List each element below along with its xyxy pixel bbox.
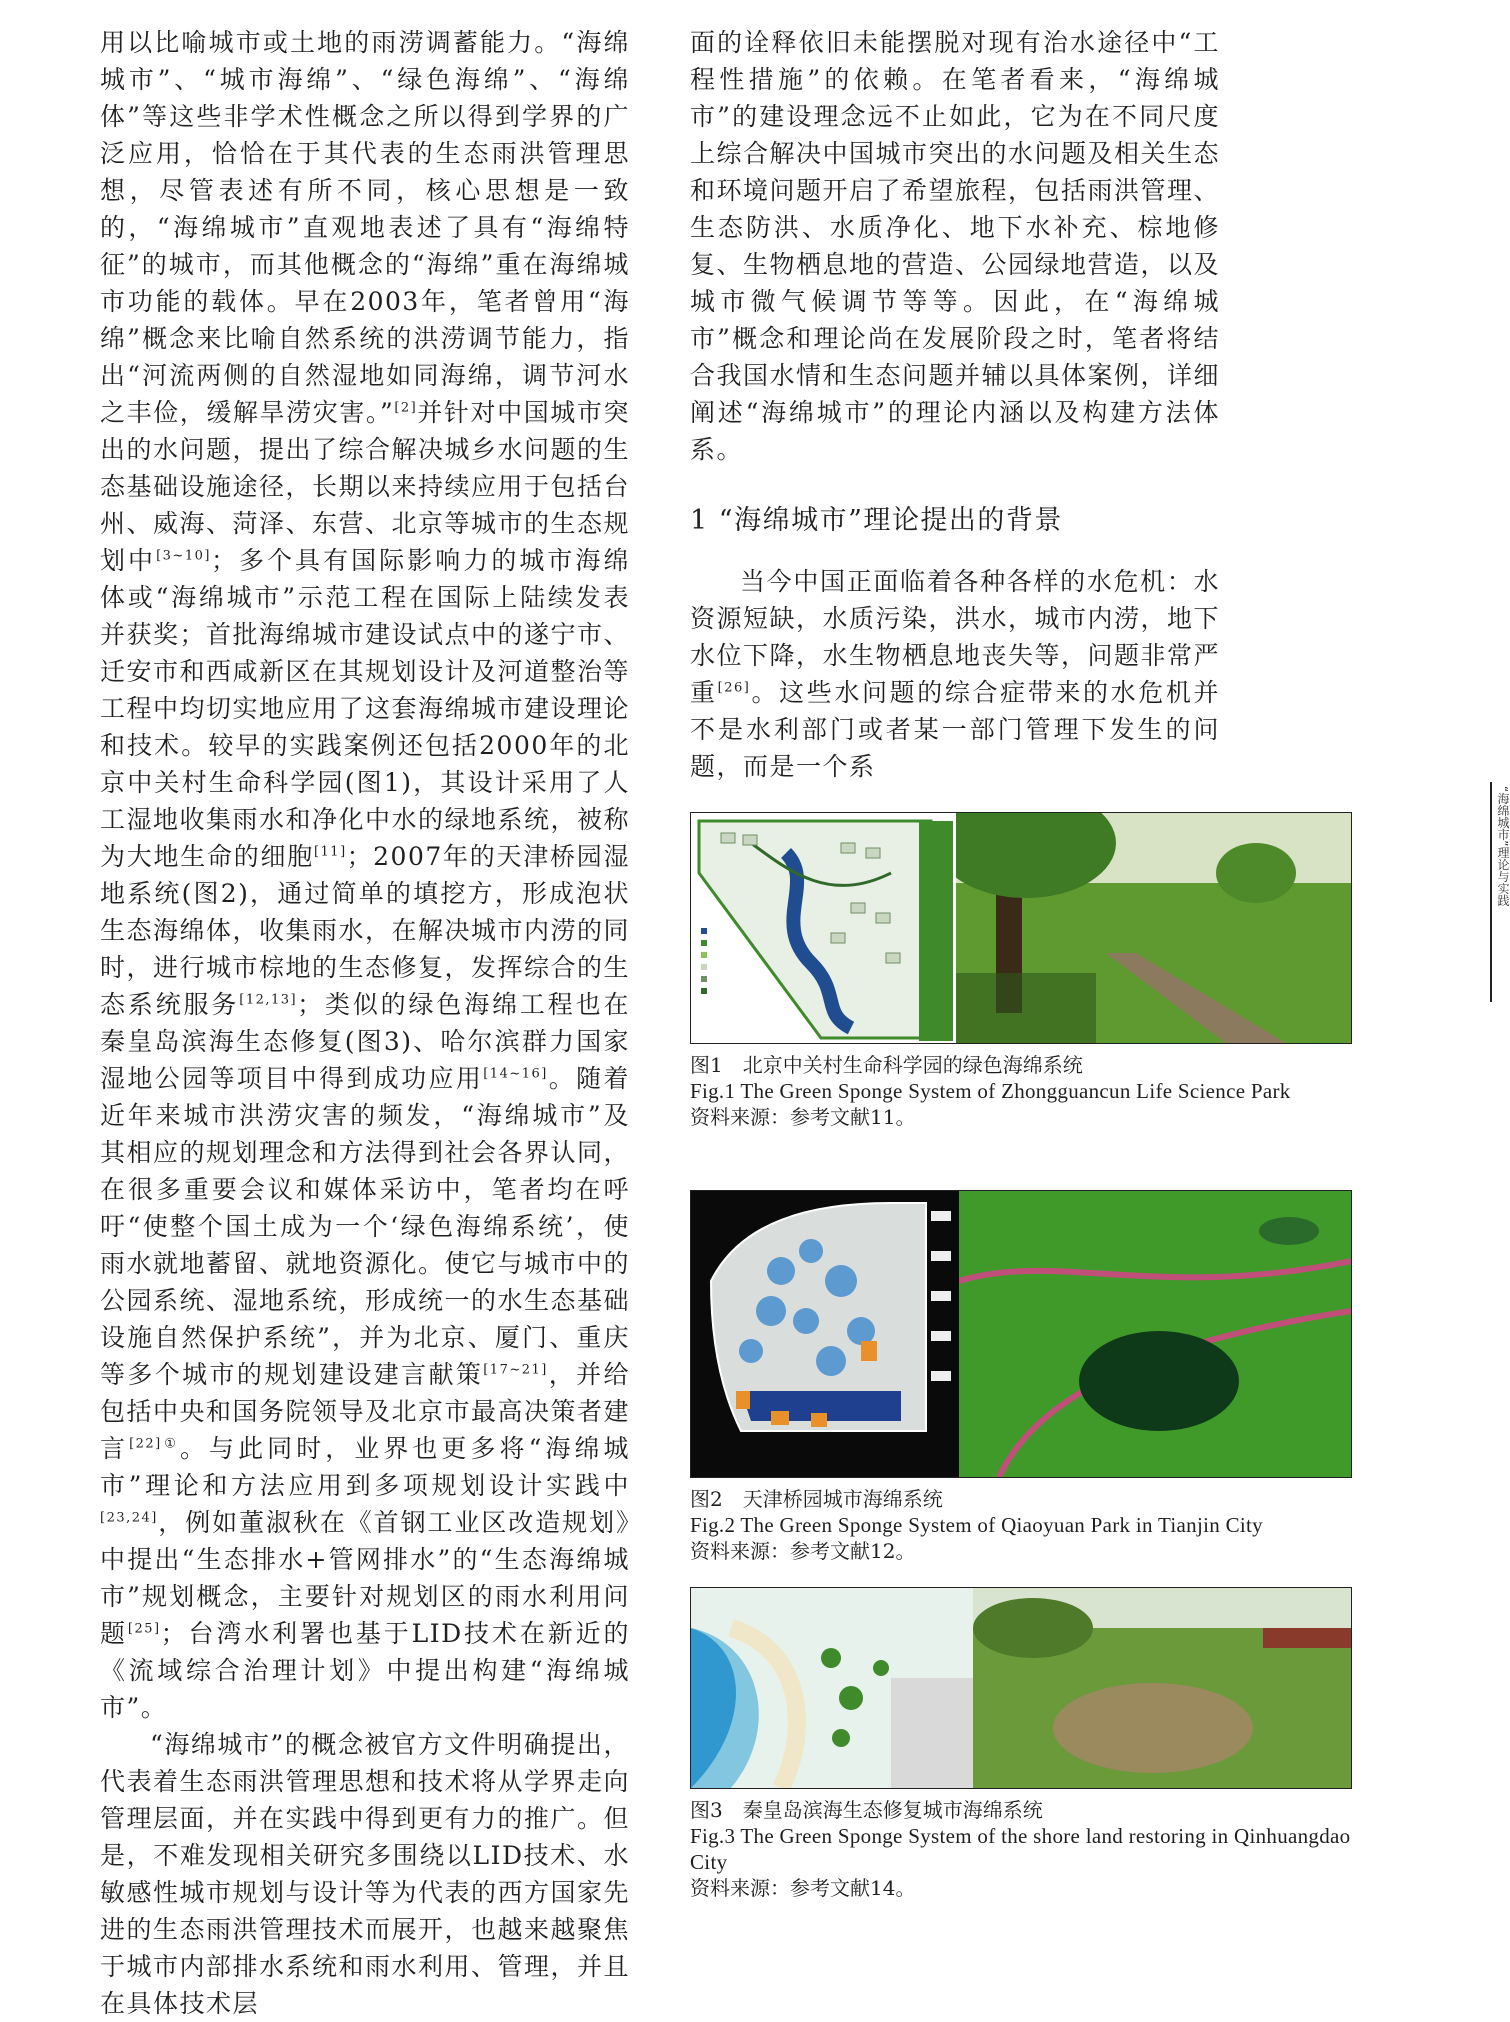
figure-2-site-plan [691, 1191, 959, 1477]
side-running-title-text: “海绵城市”理论与实践 [1496, 786, 1510, 907]
figure-1-caption-en: Fig.1 The Green Sponge System of Zhongguancun Life Science Park [690, 1079, 1291, 1103]
figure-1-site-plan [691, 813, 956, 1043]
figure-3-wetland-photo [973, 1588, 1351, 1788]
left-paragraph-2: “海绵城市”的概念被官方文件明确提出，代表着生态雨洪管理思想和技术将从学界走向管理层面，并在实践中得到更有力的推广。但是，不难发现相关研究多围绕以LID技术、水敏感性城市规划与设计等为代表的西方国家先进的生态雨洪管理技术而展开，也越来越聚焦于城市内部排水系统和雨水利用、管理，并且在具体技术层 [100, 1730, 631, 2018]
figure-3-caption-cn: 图3 秦皇岛滨海生态修复城市海绵系统 [690, 1798, 1043, 1822]
figure-3-rendering [691, 1588, 973, 1788]
section-heading: 1 “海绵城市”理论提出的背景 [690, 505, 1063, 536]
figure-2-caption-en: Fig.2 The Green Sponge System of Qiaoyuan Park in Tianjin City [690, 1513, 1263, 1537]
figure-1-caption [690, 1052, 1352, 1130]
figure-2-source: 资料来源：参考文献12。 [690, 1539, 916, 1563]
figure-3 [690, 1587, 1352, 1901]
side-running-title [1490, 782, 1510, 1002]
figure-3-caption [690, 1797, 1352, 1901]
figure-2-aerial-photo [959, 1191, 1351, 1477]
figure-1-caption-cn: 图1 北京中关村生命科学园的绿色海绵系统 [690, 1053, 1083, 1077]
figure-2-caption-cn: 图2 天津桥园城市海绵系统 [690, 1487, 943, 1511]
figure-1-source: 资料来源：参考文献11。 [690, 1105, 916, 1129]
figure-2-caption [690, 1486, 1352, 1564]
right-paragraph-2: 当今中国正面临着各种各样的水危机：水资源短缺，水质污染，洪水，城市内涝，地下水位下降，水生物栖息地丧失等，问题非常严重[26]。这些水问题的综合症带来的水危机并不是水利部门或者某一部门管理下发生的问题，而是一个系 [690, 567, 1221, 781]
right-column [690, 24, 1220, 785]
figure-1-wetland-photo [956, 813, 1351, 1043]
figure-3-caption-en: Fig.3 The Green Sponge System of the shore land restoring in Qinhuangdao City [690, 1824, 1351, 1874]
figure-3-source: 资料来源：参考文献14。 [690, 1876, 916, 1900]
left-paragraph-1: 用以比喻城市或土地的雨涝调蓄能力。“海绵城市”、“城市海绵”、“绿色海绵”、“海绵体”等这些非学术性概念之所以得到学界的广泛应用，恰恰在于其代表的生态雨洪管理思想，尽管表述有所不同，核心思想是一致的，“海绵城市”直观地表述了具有“海绵特征”的城市，而其他概念的“海绵”重在海绵城市功能的载体。早在2003年，笔者曾用“海绵”概念来比喻自然系统的洪涝调节能力，指出“河流两侧的自然湿地如同海绵，调节河水之丰俭，缓解旱涝灾害。”[2]并针对中国城市突出的水问题，提出了综合解决城乡水问题的生态基础设施途径，长期以来持续应用于包括台州、威海、菏泽、东营、北京等城市的生态规划中[3~10]；多个具有国际影响力的城市海绵体或“海绵城市”示范工程在国际上陆续发表并获奖；首批海绵城市建设试点中的遂宁市、迁安市和西咸新区在其规划设计及河道整治等工程中均切实地应用了这套海绵城市建设理论和技术。较早的实践案例还包括2000年的北京中关村生命科学园(图1)，其设计采用了人工湿地收集雨水和净化中水的绿地系统，被称为大地生命的细胞[11]；2007年的天津桥园湿地系统(图2)，通过简单的填挖方，形成泡状生态海绵体，收集雨水，在解决城市内涝的同时，进行城市棕地的生态修复，发挥综合的生态系统服务[12,13]；类似的绿色海绵工程也在秦皇岛滨海生态修复(图3)、哈尔滨群力国家湿地公园等项目中得到成功应用[14~16]。随着近年来城市洪涝灾害的频发，“海绵城市”及其相应的规划理念和方法得到社会各界认同，在很多重要会议和媒体采访中，笔者均在呼吁“使整个国土成为一个‘绿色海绵系统’，使雨水就地蓄留、就地资源化。使它与城市中的公园系统、湿地系统，形成统一的水生态基础设施自然保护系统”，并为北京、厦门、重庆等多个城市的规划建设建言献策[17~21]，并给包括中央和国务院领导及北京市最高决策者建言$^{[22]①}$。与此同时，业界也更多将“海绵城市”理论和方法应用到多项规划设计实践中[23,24]，例如董淑秋在《首钢工业区改造规划》中提出“生态排水+管网排水”的“生态海绵城市”规划概念，主要针对规划区的雨水利用问题[25]；台湾水利署也基于LID技术在新近的《流域综合治理计划》中提出构建“海绵城市”。 [100, 28, 631, 1722]
right-paragraph-1: 面的诠释依旧未能摆脱对现有治水途径中“工程性措施”的依赖。在笔者看来，“海绵城市”的建设理念远不止如此，它为在不同尺度上综合解决中国城市突出的水问题及相关生态和环境问题开启了希望旅程，包括雨洪管理、生态防洪、水质净化、地下水补充、棕地修复、生物栖息地的营造、公园绿地营造，以及城市微气候调节等等。因此，在“海绵城市”概念和理论尚在发展阶段之时，笔者将结合我国水情和生态问题并辅以具体案例，详细阐述“海绵城市”的理论内涵以及构建方法体系。 [690, 28, 1221, 464]
figure-2 [690, 1190, 1352, 1564]
figure-1 [690, 812, 1352, 1130]
left-column [100, 24, 630, 2022]
